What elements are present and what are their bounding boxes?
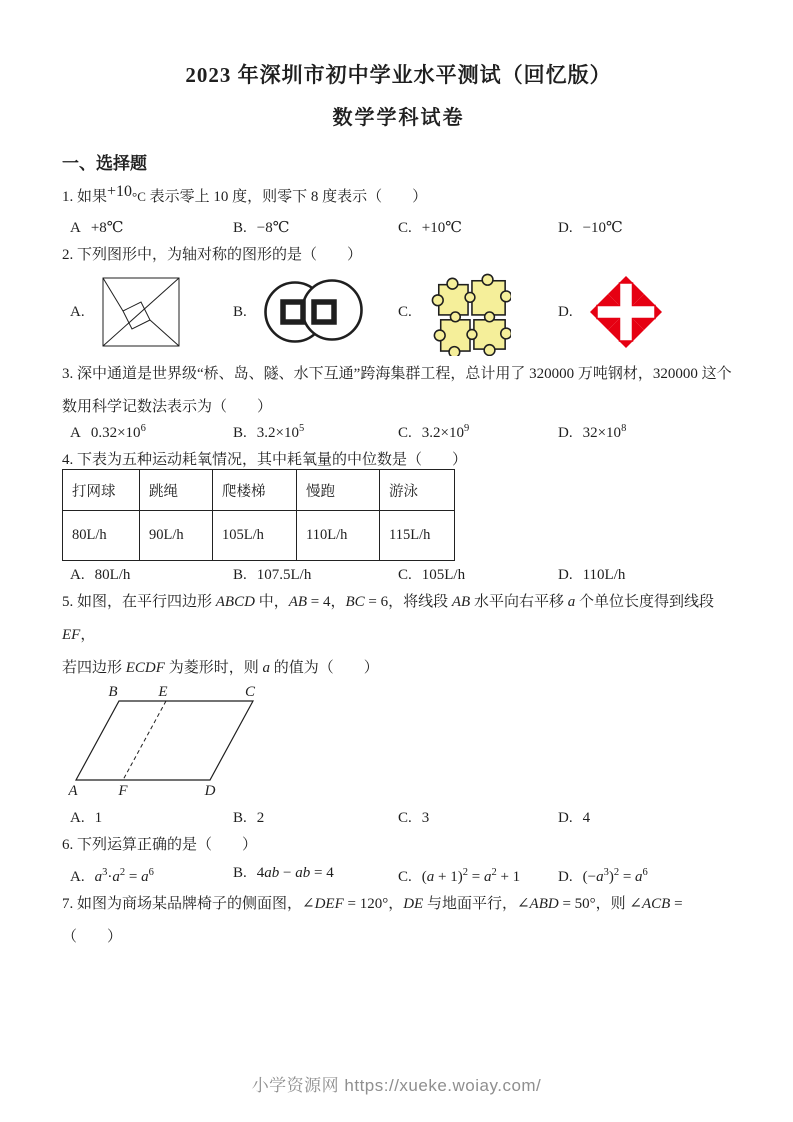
table-cell: 游泳 <box>380 470 455 511</box>
table-cell: 105L/h <box>213 511 297 561</box>
option-label: A. <box>70 869 85 885</box>
option-label: A. <box>70 810 85 826</box>
option-label: D. <box>558 303 573 320</box>
vertex-label-b: B <box>108 685 118 700</box>
red-cross-figure <box>590 276 662 348</box>
option-label: B. <box>233 303 247 320</box>
q4-options <box>62 564 735 586</box>
parallelogram-figure <box>68 685 278 800</box>
option-label: D. <box>558 425 573 441</box>
option-text: $3.2\times 10^9$ <box>421 423 470 441</box>
option-label: D. <box>558 567 573 583</box>
oxygen-consumption-table <box>62 469 455 561</box>
table-value-row <box>63 511 455 561</box>
q6-option-d <box>558 862 735 888</box>
q3-option-d <box>558 418 735 444</box>
option-text: 2 <box>256 810 265 826</box>
section-heading: 一、选择题 <box>62 154 147 173</box>
option-text: $0.32\times 10^6$ <box>90 423 146 441</box>
option-label: D. <box>558 869 573 885</box>
q1-option-c <box>398 217 558 239</box>
option-text: $(-a^3)^2 = a^6$ <box>582 867 648 885</box>
q6-option-a <box>70 862 233 888</box>
q6-option-b <box>233 862 398 888</box>
option-label: B. <box>233 220 247 236</box>
watermark-footer: 小学资源网 https://xueke.woiay.com/ <box>251 1076 542 1095</box>
q3-option-a <box>70 418 233 444</box>
overlapping-circles-figure <box>264 279 364 345</box>
table-cell: 110L/h <box>297 511 380 561</box>
option-label: C. <box>398 303 412 320</box>
question-5-text: 5. 如图，在平行四边形 ABCD 中，AB = 4，BC = 6，将线段 AB 水平向右平移 a 个单位长度得到线段 EF， 若四边形 ECDF 为菱形时，则 a 的值为（ ） <box>62 594 714 676</box>
question-1-text: 1. 如果+10°C 表示零上 10 度，则零下 8 度表示（ ） <box>62 183 428 205</box>
question-2-text: 2. 下列图形中，为轴对称的图形的是（ ） <box>62 247 363 263</box>
pinwheel-square-figure <box>102 277 180 347</box>
q4-option-a <box>70 564 233 586</box>
option-text: 4ab − ab = 4 <box>256 865 334 881</box>
option-text: 3 <box>421 810 430 826</box>
vertex-label-a: A <box>68 783 78 799</box>
option-text: 107.5L/h <box>256 567 312 583</box>
question-6-text: 6. 下列运算正确的是（ ） <box>62 837 258 853</box>
q4-option-d <box>558 564 735 586</box>
option-text: 105L/h <box>421 567 466 583</box>
q2-figure-b <box>233 279 398 345</box>
table-cell: 90L/h <box>140 511 213 561</box>
option-label: A <box>70 425 81 441</box>
page-title: 2023 年深圳市初中学业水平测试（回忆版） <box>185 63 612 87</box>
q1-option-b <box>233 217 398 239</box>
q5-option-a <box>70 807 233 829</box>
q1-options <box>62 217 735 239</box>
option-label: B. <box>233 865 247 881</box>
q5-figure <box>68 685 735 800</box>
q1-option-d <box>558 217 735 239</box>
question-7-text: 7. 如图为商场某品牌椅子的侧面图，∠DEF = 120°，DE 与地面平行，∠ABD = 50°，则 ∠ACB =（ ） <box>62 896 683 945</box>
option-text: 1 <box>94 810 103 826</box>
option-label: C. <box>398 220 412 236</box>
question-4-text: 4. 下表为五种运动耗氧情况，其中耗氧量的中位数是（ ） <box>62 452 468 468</box>
option-text: 110L/h <box>582 567 626 583</box>
q1-option-a <box>70 217 233 239</box>
option-label: C. <box>398 567 412 583</box>
page-subtitle: 数学学科试卷 <box>332 107 465 129</box>
q6-options <box>62 862 735 888</box>
option-text: 80L/h <box>94 567 131 583</box>
q5-option-d <box>558 807 735 829</box>
option-label: A. <box>70 567 85 583</box>
vertex-label-e: E <box>158 685 168 700</box>
option-text: +8℃ <box>90 220 124 236</box>
option-label: C. <box>398 810 412 826</box>
option-label: A. <box>70 303 85 320</box>
q2-figure-c <box>398 268 558 356</box>
q6-option-c <box>398 862 558 888</box>
option-label: A <box>70 220 81 236</box>
puzzle-pieces-figure <box>429 268 511 356</box>
option-text: +10℃ <box>421 220 463 236</box>
option-label: C. <box>398 425 412 441</box>
option-text: −10℃ <box>582 220 623 236</box>
table-cell: 80L/h <box>63 511 140 561</box>
vertex-label-f: F <box>118 783 128 799</box>
vertex-label-d: D <box>204 783 216 799</box>
option-label: D. <box>558 220 573 236</box>
option-text: $32\times 10^8$ <box>582 423 627 441</box>
option-text: $3.2\times 10^5$ <box>256 423 305 441</box>
option-label: B. <box>233 567 247 583</box>
option-label: C. <box>398 869 412 885</box>
table-cell: 打网球 <box>63 470 140 511</box>
q4-option-c <box>398 564 558 586</box>
table-cell: 爬楼梯 <box>213 470 297 511</box>
table-cell: 慢跑 <box>297 470 380 511</box>
q3-option-b <box>233 418 398 444</box>
option-label: B. <box>233 425 247 441</box>
vertex-label-c: C <box>244 685 256 700</box>
q4-option-b <box>233 564 398 586</box>
q2-figure-a <box>70 277 233 347</box>
q5-option-c <box>398 807 558 829</box>
option-text: $a^3\cdot a^2 = a^6$ <box>94 867 154 885</box>
q3-options <box>62 418 735 444</box>
q2-figures <box>62 266 735 358</box>
option-text: −8℃ <box>256 220 290 236</box>
table-cell: 115L/h <box>380 511 455 561</box>
option-label: D. <box>558 810 573 826</box>
question-3-text: 3. 深中通道是世界级“桥、岛、隧、水下互通”跨海集群工程，总计用了 320000 万吨钢材，320000 这个 数用科学记数法表示为（ ） <box>62 366 732 415</box>
q5-option-b <box>233 807 398 829</box>
option-text: 4 <box>582 810 591 826</box>
q3-option-c <box>398 418 558 444</box>
table-cell: 跳绳 <box>140 470 213 511</box>
q2-figure-d <box>558 276 735 348</box>
q5-options <box>62 807 735 829</box>
option-label: B. <box>233 810 247 826</box>
option-text: $(a + 1)^2 = a^2 + 1$ <box>421 867 521 885</box>
